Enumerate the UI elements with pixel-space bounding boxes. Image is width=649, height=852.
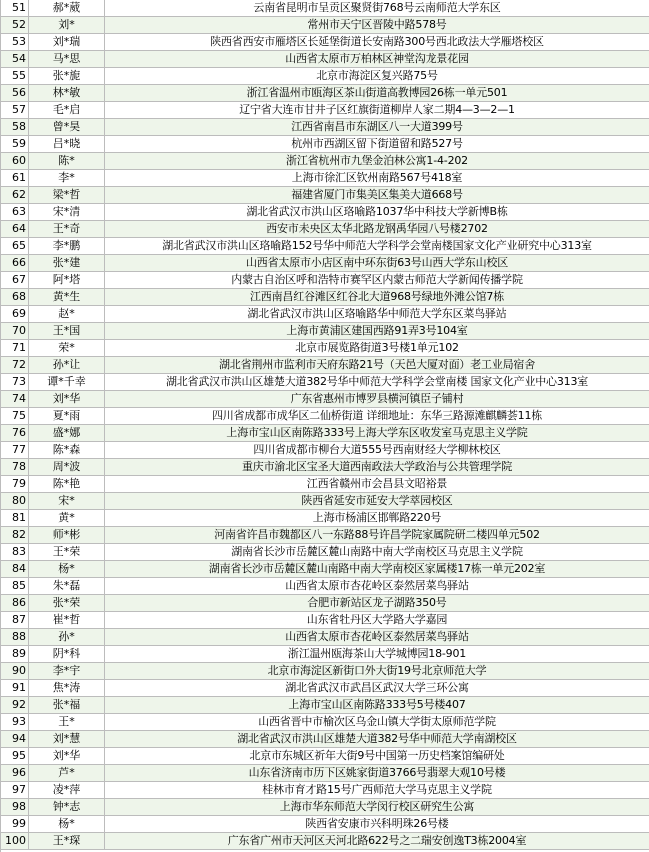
row-number-cell[interactable]: 88 (1, 629, 29, 645)
name-cell[interactable]: 吕*晓 (29, 136, 105, 152)
address-cell[interactable]: 上海市杨浦区邯郸路220号 (312, 511, 442, 524)
row-number-cell[interactable]: 67 (1, 272, 29, 288)
name-cell[interactable]: 陈* (29, 153, 105, 169)
row-number-cell[interactable]: 96 (1, 765, 29, 781)
address-cell[interactable]: 北京市展览路街道3号楼1单元102 (295, 341, 459, 354)
table-row[interactable] (1, 527, 649, 544)
table-row[interactable] (1, 731, 649, 748)
row-number-cell[interactable]: 73 (1, 374, 29, 390)
table-row[interactable] (1, 476, 649, 493)
address-cell[interactable]: 重庆市渝北区宝圣大道西南政法大学政治与公共管理学院 (242, 460, 512, 473)
address-cell[interactable]: 福建省厦门市集美区集美大道668号 (291, 188, 463, 201)
row-number-cell[interactable]: 99 (1, 816, 29, 832)
name-cell[interactable]: 刘*慧 (29, 731, 105, 747)
table-row[interactable] (1, 544, 649, 561)
row-number-cell[interactable]: 89 (1, 646, 29, 662)
table-row[interactable] (1, 595, 649, 612)
row-number-cell[interactable]: 52 (1, 17, 29, 33)
name-cell[interactable]: 黄*生 (29, 289, 105, 305)
address-cell[interactable]: 杭州市西湖区留下街道留和路527号 (291, 137, 463, 150)
name-cell[interactable]: 夏*雨 (29, 408, 105, 424)
address-cell[interactable]: 上海市华东师范大学闵行校区研究生公寓 (279, 800, 475, 813)
row-number-cell[interactable]: 84 (1, 561, 29, 577)
name-cell[interactable]: 毛*启 (29, 102, 105, 118)
address-cell[interactable]: 山西省太原市万柏林区神堂沟龙景花园 (285, 52, 469, 65)
name-cell[interactable]: 周*波 (29, 459, 105, 475)
table-row[interactable] (1, 187, 649, 204)
row-number-cell[interactable]: 92 (1, 697, 29, 713)
address-cell[interactable]: 常州市天宁区晋陵中路578号 (307, 18, 447, 31)
address-cell[interactable]: 江西南昌红谷滩区红谷北大道968号绿地外滩公馆7栋 (250, 290, 504, 303)
table-row[interactable] (1, 0, 649, 17)
row-number-cell[interactable]: 77 (1, 442, 29, 458)
row-number-cell[interactable]: 66 (1, 255, 29, 271)
table-row[interactable] (1, 85, 649, 102)
row-number-cell[interactable]: 69 (1, 306, 29, 322)
table-row[interactable] (1, 204, 649, 221)
name-cell[interactable]: 孙*让 (29, 357, 105, 373)
address-cell[interactable]: 江西省南昌市东湖区八一大道399号 (291, 120, 463, 133)
name-cell[interactable]: 朱*磊 (29, 578, 105, 594)
table-row[interactable] (1, 136, 649, 153)
name-cell[interactable]: 曾*昊 (29, 119, 105, 135)
name-cell[interactable]: 马*思 (29, 51, 105, 67)
name-cell[interactable]: 芦* (29, 765, 105, 781)
row-number-cell[interactable]: 81 (1, 510, 29, 526)
name-cell[interactable]: 赵* (29, 306, 105, 322)
row-number-cell[interactable]: 83 (1, 544, 29, 560)
name-cell[interactable]: 杨* (29, 816, 105, 832)
row-number-cell[interactable]: 68 (1, 289, 29, 305)
table-row[interactable] (1, 323, 649, 340)
name-cell[interactable]: 宋* (29, 493, 105, 509)
row-number-cell[interactable]: 86 (1, 595, 29, 611)
address-cell[interactable]: 西安市未央区太华北路龙钢禹华园八号楼2702 (266, 222, 488, 235)
address-cell[interactable]: 北京市海淀区复兴路75号 (316, 69, 438, 82)
name-cell[interactable]: 谭*千幸 (29, 374, 105, 390)
address-cell[interactable]: 浙江省杭州市九堡金泊林公寓1-4-202 (286, 154, 468, 167)
table-row[interactable] (1, 170, 649, 187)
name-cell[interactable]: 李* (29, 170, 105, 186)
address-cell[interactable]: 湖北省武汉市洪山区珞喻路1037华中科技大学新博B栋 (246, 205, 508, 218)
name-cell[interactable]: 李*宇 (29, 663, 105, 679)
name-cell[interactable]: 杨* (29, 561, 105, 577)
row-number-cell[interactable]: 65 (1, 238, 29, 254)
row-number-cell[interactable]: 55 (1, 68, 29, 84)
table-row[interactable] (1, 408, 649, 425)
name-cell[interactable]: 张*福 (29, 697, 105, 713)
table-row[interactable] (1, 663, 649, 680)
name-cell[interactable]: 阴*科 (29, 646, 105, 662)
row-number-cell[interactable]: 72 (1, 357, 29, 373)
address-cell[interactable]: 山东省济南市历下区姚家街道3766号翡翠大观10号楼 (248, 766, 506, 779)
address-cell[interactable]: 广东省广州市天河区天河北路622号之二瑞安创逸T3栋2004室 (227, 834, 527, 847)
table-row[interactable] (1, 68, 649, 85)
address-cell[interactable]: 云南省昆明市呈贡区聚贤街768号云南师范大学东区 (253, 1, 501, 14)
table-row[interactable] (1, 425, 649, 442)
table-row[interactable] (1, 748, 649, 765)
address-cell[interactable]: 浙江省温州市瓯海区茶山街道高教博园26栋一单元501 (246, 86, 508, 99)
row-number-cell[interactable]: 61 (1, 170, 29, 186)
row-number-cell[interactable]: 64 (1, 221, 29, 237)
address-cell[interactable]: 上海市宝山区南陈路333号5号楼407 (288, 698, 466, 711)
address-cell[interactable]: 山东省牡丹区大学路大学嘉园 (306, 613, 448, 626)
table-row[interactable] (1, 357, 649, 374)
name-cell[interactable]: 张*建 (29, 255, 105, 271)
row-number-cell[interactable]: 87 (1, 612, 29, 628)
table-row[interactable] (1, 612, 649, 629)
row-number-cell[interactable]: 100 (1, 833, 29, 849)
address-cell[interactable]: 湖北省荆州市监利市天府东路21号（天邑大厦对面）老工业局宿舍 (219, 358, 535, 371)
table-row[interactable] (1, 714, 649, 731)
name-cell[interactable]: 王*国 (29, 323, 105, 339)
name-cell[interactable]: 盛*娜 (29, 425, 105, 441)
table-row[interactable] (1, 629, 649, 646)
table-row[interactable] (1, 646, 649, 663)
table-row[interactable] (1, 119, 649, 136)
name-cell[interactable]: 林*敏 (29, 85, 105, 101)
name-cell[interactable]: 刘*华 (29, 748, 105, 764)
table-row[interactable] (1, 153, 649, 170)
table-row[interactable] (1, 816, 649, 833)
name-cell[interactable]: 李*鹏 (29, 238, 105, 254)
row-number-cell[interactable]: 93 (1, 714, 29, 730)
row-number-cell[interactable]: 53 (1, 34, 29, 50)
name-cell[interactable]: 宋*清 (29, 204, 105, 220)
name-cell[interactable]: 黄* (29, 510, 105, 526)
address-cell[interactable]: 上海市徐汇区钦州南路567号418室 (291, 171, 463, 184)
name-cell[interactable]: 师*彬 (29, 527, 105, 543)
address-cell[interactable]: 湖北省武汉市武昌区武汉大学三环公寓 (285, 681, 469, 694)
row-number-cell[interactable]: 59 (1, 136, 29, 152)
address-cell[interactable]: 合肥市新站区龙子湖路350号 (307, 596, 447, 609)
row-number-cell[interactable]: 76 (1, 425, 29, 441)
row-number-cell[interactable]: 98 (1, 799, 29, 815)
address-cell[interactable]: 上海市宝山区南陈路333号上海大学东区收发室马克思主义学院 (226, 426, 528, 439)
row-number-cell[interactable]: 82 (1, 527, 29, 543)
name-cell[interactable]: 王*奇 (29, 221, 105, 237)
row-number-cell[interactable]: 57 (1, 102, 29, 118)
row-number-cell[interactable]: 71 (1, 340, 29, 356)
name-cell[interactable]: 崔*哲 (29, 612, 105, 628)
row-number-cell[interactable]: 63 (1, 204, 29, 220)
table-row[interactable] (1, 272, 649, 289)
name-cell[interactable]: 王*荣 (29, 544, 105, 560)
table-row[interactable] (1, 799, 649, 816)
row-number-cell[interactable]: 74 (1, 391, 29, 407)
table-row[interactable] (1, 578, 649, 595)
name-cell[interactable]: 孙* (29, 629, 105, 645)
address-cell[interactable]: 湖北省武汉市洪山区雄楚大道382号华中师范大学科学会堂南楼 国家文化产业中心313室 (165, 375, 589, 388)
address-cell[interactable]: 内蒙古自治区呼和浩特市赛罕区内蒙古师范大学新闻传播学院 (231, 273, 523, 286)
name-cell[interactable]: 刘* (29, 17, 105, 33)
address-cell[interactable]: 湖南省长沙市岳麓区麓山南路中南大学南校区马克思主义学院 (231, 545, 523, 558)
address-cell[interactable]: 陕西省延安市延安大学萃园校区 (301, 494, 453, 507)
address-cell[interactable]: 山西省太原市小店区南中环东街63号山西大学东山校区 (246, 256, 508, 269)
address-cell[interactable]: 湖南省长沙市岳麓区麓山南路中南大学南校区家属楼17栋一单元202室 (208, 562, 546, 575)
address-cell[interactable]: 湖北省武汉市洪山区珞喻路152号华中师范大学科学会堂南楼国家文化产业研究中心313室 (162, 239, 592, 252)
name-cell[interactable]: 王* (29, 714, 105, 730)
address-cell[interactable]: 四川省成都市成华区二仙桥街道 详细地址：东华三路源滩麒麟荟11栋 (211, 409, 543, 422)
table-row[interactable] (1, 510, 649, 527)
address-cell[interactable]: 上海市黄浦区建国西路91弄3号104室 (286, 324, 468, 337)
table-row[interactable] (1, 340, 649, 357)
row-number-cell[interactable]: 79 (1, 476, 29, 492)
row-number-cell[interactable]: 70 (1, 323, 29, 339)
table-row[interactable] (1, 561, 649, 578)
name-cell[interactable]: 郝*葳 (29, 0, 105, 16)
row-number-cell[interactable]: 56 (1, 85, 29, 101)
table-row[interactable] (1, 680, 649, 697)
address-cell[interactable]: 辽宁省大连市甘井子区红旗街道柳岸人家二期4—3—2—1 (239, 103, 515, 116)
table-row[interactable] (1, 34, 649, 51)
table-row[interactable] (1, 391, 649, 408)
row-number-cell[interactable]: 80 (1, 493, 29, 509)
table-row[interactable] (1, 459, 649, 476)
name-cell[interactable]: 王*琛 (29, 833, 105, 849)
row-number-cell[interactable]: 60 (1, 153, 29, 169)
address-cell[interactable]: 北京市海淀区新街口外大街19号北京师范大学 (267, 664, 487, 677)
address-cell[interactable]: 湖北省武汉市洪山区珞喻路华中师范大学东区菜鸟驿站 (247, 307, 507, 320)
name-cell[interactable]: 凌*萍 (29, 782, 105, 798)
table-row[interactable] (1, 102, 649, 119)
address-cell[interactable]: 陕西省安康市兴科明珠26号楼 (305, 817, 449, 830)
address-cell[interactable]: 山西省晋中市榆次区乌金山镇大学街太原师范学院 (258, 715, 496, 728)
row-number-cell[interactable]: 95 (1, 748, 29, 764)
name-cell[interactable]: 荣* (29, 340, 105, 356)
name-cell[interactable]: 梁*哲 (29, 187, 105, 203)
table-row[interactable] (1, 17, 649, 34)
row-number-cell[interactable]: 75 (1, 408, 29, 424)
table-row[interactable] (1, 833, 649, 850)
address-cell[interactable]: 河南省许昌市魏都区八一东路88号许昌学院家属院研二楼四单元502 (214, 528, 540, 541)
table-row[interactable] (1, 51, 649, 68)
table-row[interactable] (1, 289, 649, 306)
address-cell[interactable]: 湖北省武汉市洪山区雄楚大道382号华中师范大学南湖校区 (237, 732, 517, 745)
address-cell[interactable]: 桂林市育才路15号广西师范大学马克思主义学院 (262, 783, 492, 796)
row-number-cell[interactable]: 62 (1, 187, 29, 203)
table-row[interactable] (1, 238, 649, 255)
table-row[interactable] (1, 221, 649, 238)
address-cell[interactable]: 四川省成都市柳台大道555号西南财经大学柳林校区 (253, 443, 501, 456)
table-row[interactable] (1, 255, 649, 272)
row-number-cell[interactable]: 78 (1, 459, 29, 475)
name-cell[interactable]: 刘*瑞 (29, 34, 105, 50)
row-number-cell[interactable]: 91 (1, 680, 29, 696)
name-cell[interactable]: 刘*华 (29, 391, 105, 407)
name-cell[interactable]: 钟*志 (29, 799, 105, 815)
name-cell[interactable]: 阿*塔 (29, 272, 105, 288)
address-cell[interactable]: 浙江温州瓯海茶山大学城博园18-901 (287, 647, 467, 660)
row-number-cell[interactable]: 51 (1, 0, 29, 16)
name-cell[interactable]: 张*荣 (29, 595, 105, 611)
row-number-cell[interactable]: 85 (1, 578, 29, 594)
address-cell[interactable]: 江西省赣州市会昌县文昭裕景 (306, 477, 448, 490)
row-number-cell[interactable]: 94 (1, 731, 29, 747)
row-number-cell[interactable]: 58 (1, 119, 29, 135)
address-cell[interactable]: 山西省太原市杏花岭区泰然居菜鸟驿站 (285, 579, 469, 592)
name-cell[interactable]: 陈*森 (29, 442, 105, 458)
table-row[interactable] (1, 697, 649, 714)
table-row[interactable] (1, 493, 649, 510)
name-cell[interactable]: 张*旎 (29, 68, 105, 84)
address-cell[interactable]: 山西省太原市杏花岭区泰然居菜鸟驿站 (285, 630, 469, 643)
row-number-cell[interactable]: 97 (1, 782, 29, 798)
row-number-cell[interactable]: 54 (1, 51, 29, 67)
address-cell[interactable]: 陕西省西安市雁塔区长延堡街道长安南路300号西北政法大学雁塔校区 (210, 35, 544, 48)
table-row[interactable] (1, 782, 649, 799)
name-cell[interactable]: 陈*艳 (29, 476, 105, 492)
row-number-cell[interactable]: 90 (1, 663, 29, 679)
table-row[interactable] (1, 765, 649, 782)
address-cell[interactable]: 广东省惠州市博罗县横河镇臣子铺村 (290, 392, 464, 405)
table-row[interactable] (1, 442, 649, 459)
table-row[interactable] (1, 306, 649, 323)
table-row[interactable] (1, 374, 649, 391)
name-cell[interactable]: 焦*涛 (29, 680, 105, 696)
address-cell[interactable]: 北京市东城区祈年大街9号中国第一历史档案馆编研处 (249, 749, 505, 762)
